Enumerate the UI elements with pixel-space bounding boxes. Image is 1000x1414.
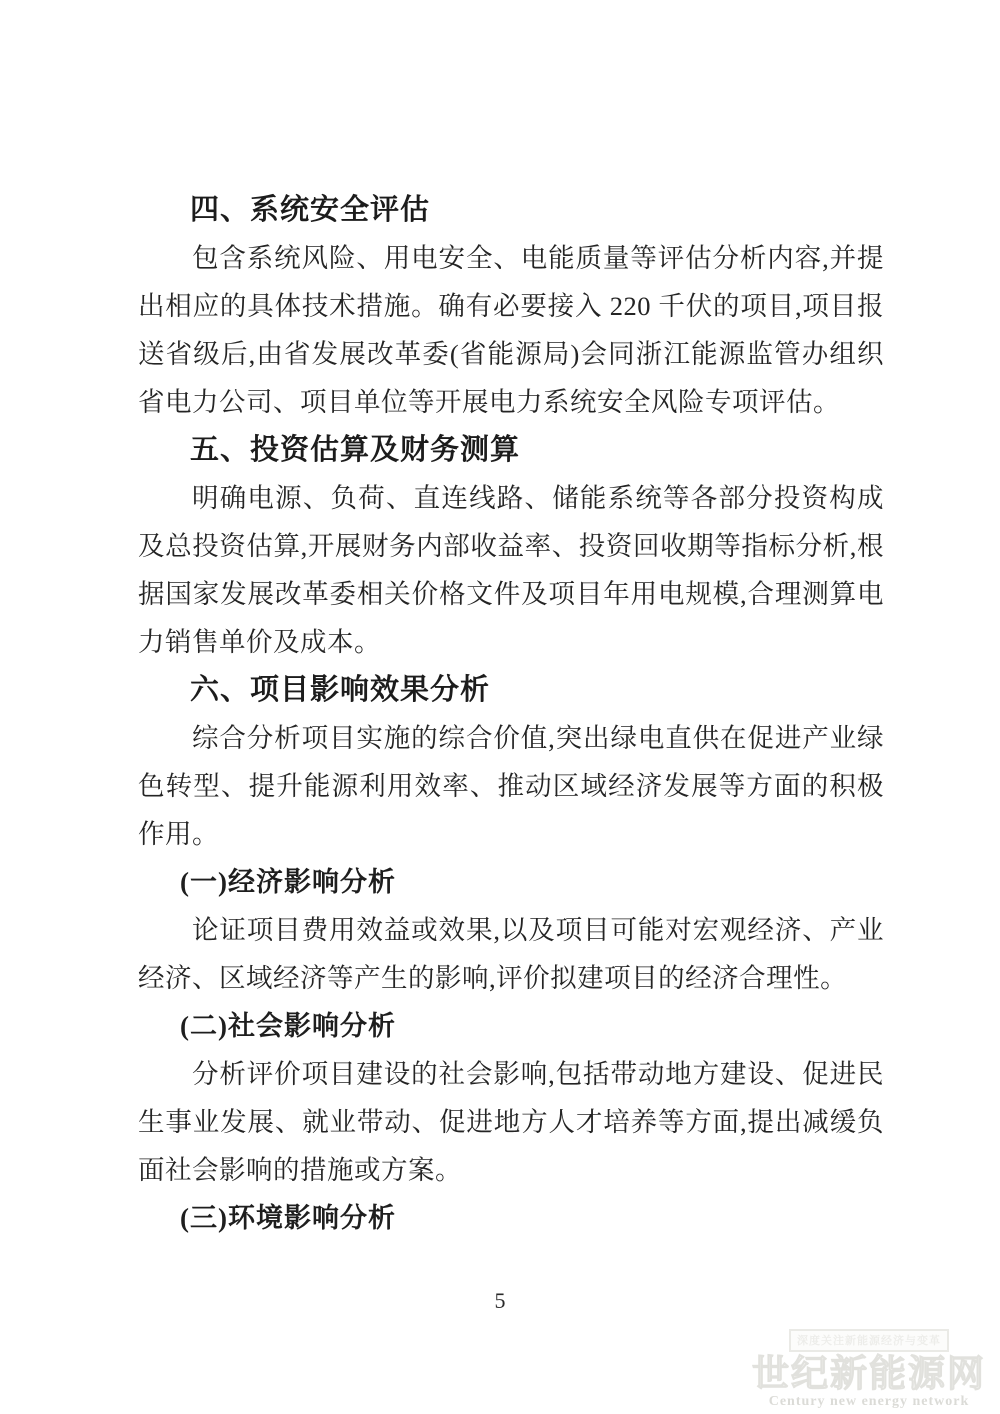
subsection-heading-2: (二)社会影响分析 — [180, 1011, 396, 1041]
section-paragraph-5: 明确电源、负荷、直连线路、储能系统等各部分投资构成及总投资估算,开展财务内部收益率、投资回收期等指标分析,根据国家发展改革委相关价格文件及项目年用电规模,合理测算电力销售单价及成本。 — [138, 483, 884, 657]
section-heading-5: 五、投资估算及财务测算 — [190, 434, 521, 466]
watermark-tagline: 深度关注新能源经济与变革 — [789, 1329, 949, 1352]
subsection-paragraph-2: 分析评价项目建设的社会影响,包括带动地方建设、促进民生事业发展、就业带动、促进地方人才培养等方面,提出减缓负面社会影响的措施或方案。 — [138, 1059, 884, 1185]
subsection-heading-1: (一)经济影响分析 — [180, 867, 396, 897]
page-number: 5 — [494, 1288, 506, 1313]
site-watermark — [744, 1329, 994, 1410]
document-body — [138, 186, 884, 1242]
subsection-heading-3: (三)环境影响分析 — [180, 1203, 396, 1233]
watermark-subtitle: Century new energy network — [768, 1394, 970, 1409]
section-heading-4: 四、系统安全评估 — [190, 194, 431, 226]
section-paragraph-6: 综合分析项目实施的综合价值,突出绿电直供在促进产业绿色转型、提升能源利用效率、推动区域经济发展等方面的积极作用。 — [138, 723, 884, 849]
section-heading-6: 六、项目影响效果分析 — [190, 674, 491, 706]
subsection-paragraph-1: 论证项目费用效益或效果,以及项目可能对宏观经济、产业经济、区域经济等产生的影响,评价拟建项目的经济合理性。 — [138, 915, 884, 993]
watermark-logo-text: 世纪新能源网 — [752, 1353, 986, 1394]
section-paragraph-4: 包含系统风险、用电安全、电能质量等评估分析内容,并提出相应的具体技术措施。确有必要接入 220 千伏的项目,项目报送省级后,由省发展改革委(省能源局)会同浙江能源监管办组织省电力公司、项目单位等开展电力系统安全风险专项评估。 — [138, 243, 884, 417]
